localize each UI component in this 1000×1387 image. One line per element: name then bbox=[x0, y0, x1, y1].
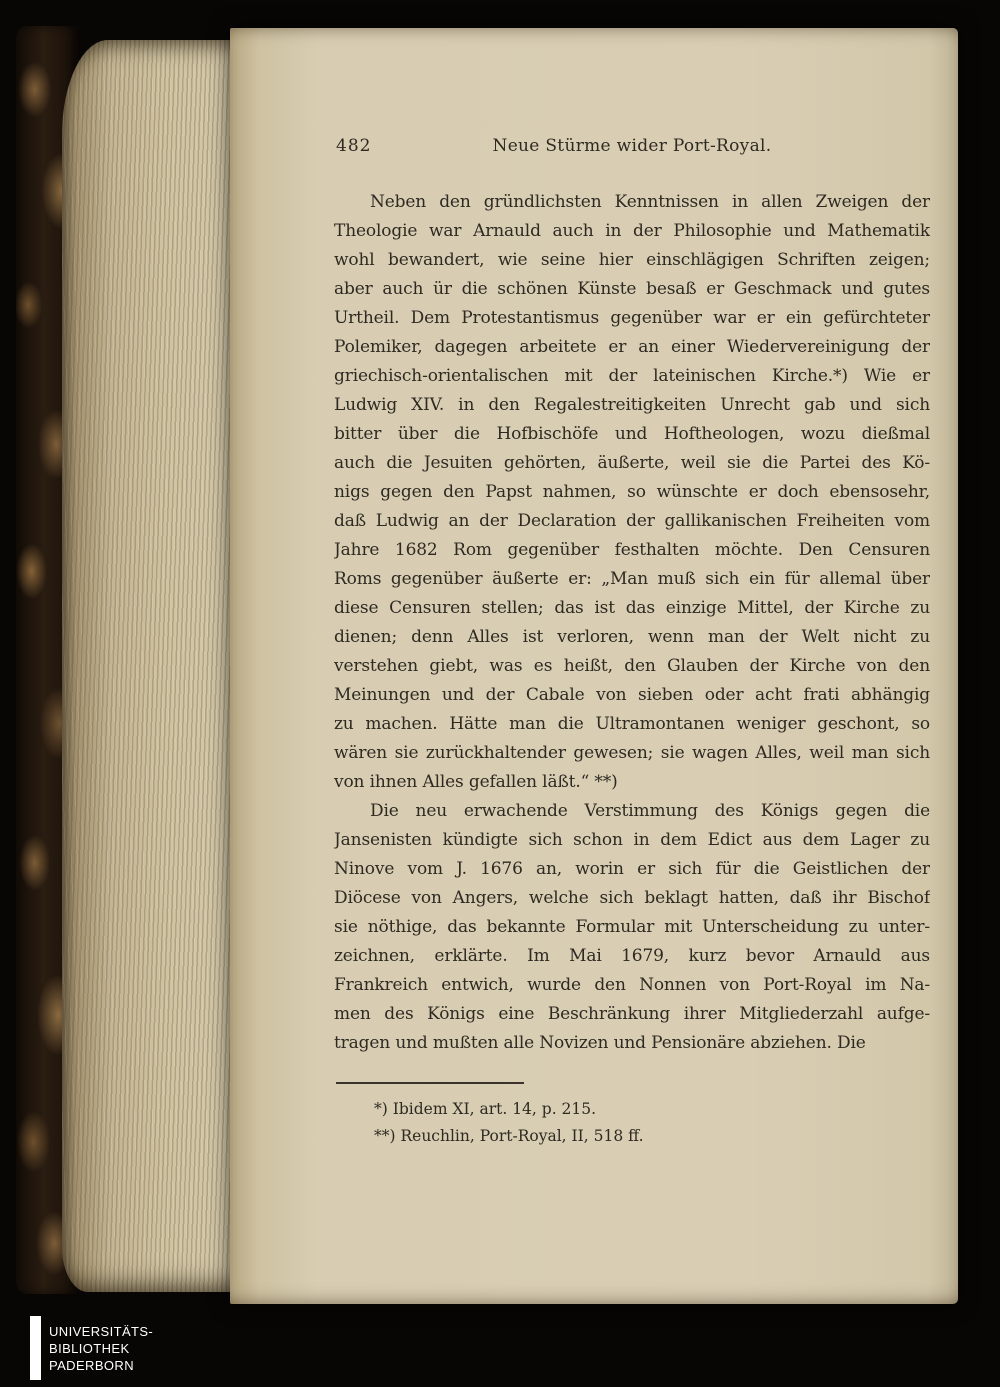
text-line: tragen und mußten alle Novizen und Pensionäre abziehen. Die bbox=[334, 1033, 866, 1053]
text-line: nigs gegen den Papst nahmen, so wünschte er doch ebensosehr, bbox=[334, 482, 930, 502]
text-line: griechisch-orientalischen mit der lateinischen Kirche.*) Wie er bbox=[334, 366, 930, 386]
text-line: sie nöthige, das bekannte Formular mit Unterscheidung zu unter- bbox=[334, 917, 930, 937]
text-line: auch die Jesuiten gehörten, äußerte, weil sie die Partei des Kö- bbox=[334, 453, 930, 473]
watermark-line: UNIVERSITÄTS- bbox=[49, 1324, 154, 1339]
library-watermark bbox=[30, 1316, 153, 1380]
text-line: Ludwig XIV. in den Regalestreitigkeiten Unrecht gab und sich bbox=[334, 395, 930, 415]
text-line: daß Ludwig an der Declaration der gallikanischen Freiheiten vom bbox=[334, 511, 930, 531]
footnote-rule bbox=[336, 1082, 524, 1084]
text-line: men des Königs eine Beschränkung ihrer Mitgliederzahl aufge- bbox=[334, 1004, 930, 1024]
watermark-text bbox=[41, 1316, 153, 1380]
text-line: Meinungen und der Cabale von sieben oder acht frati abhängig bbox=[334, 685, 930, 705]
watermark-bar-icon bbox=[30, 1316, 41, 1380]
book-page bbox=[230, 28, 958, 1304]
text-line: Theologie war Arnauld auch in der Philosophie und Mathematik bbox=[334, 221, 930, 241]
page-edge-stack bbox=[62, 40, 238, 1292]
text-line: wohl bewandert, wie seine hier einschlägigen Schriften zeigen; bbox=[334, 250, 930, 270]
footnotes bbox=[334, 1096, 930, 1150]
text-line: bitter über die Hofbischöfe und Hoftheologen, wozu dießmal bbox=[334, 424, 930, 444]
text-line: verstehen giebt, was es heißt, den Glauben der Kirche von den bbox=[334, 656, 930, 676]
text-line: aber auch ür die schönen Künste besaß er Geschmack und gutes bbox=[334, 279, 930, 299]
text-line: Jahre 1682 Rom gegenüber festhalten möchte. Den Censuren bbox=[334, 540, 930, 560]
text-line: Roms gegenüber äußerte er: „Man muß sich ein für allemal über bbox=[334, 569, 930, 589]
footnote: *) Ibidem XI, art. 14, p. 215. bbox=[374, 1100, 597, 1118]
text-line: Urtheil. Dem Protestantismus gegenüber war er ein gefürchteter bbox=[334, 308, 930, 328]
text-line: zu machen. Hätte man die Ultramontanen weniger geschont, so bbox=[334, 714, 930, 734]
page-header bbox=[334, 136, 930, 160]
running-title: Neue Stürme wider Port-Royal. bbox=[492, 136, 772, 156]
watermark-line: PADERBORN bbox=[49, 1358, 134, 1373]
watermark-line: BIBLIOTHEK bbox=[49, 1341, 130, 1356]
text-line: Ninove vom J. 1676 an, worin er sich für die Geistlichen der bbox=[334, 859, 930, 879]
text-line: Jansenisten kündigte sich schon in dem Edict aus dem Lager zu bbox=[334, 830, 930, 850]
text-line: Die neu erwachende Verstimmung des Königs gegen die bbox=[370, 801, 930, 821]
text-line: Neben den gründlichsten Kenntnissen in allen Zweigen der bbox=[370, 192, 930, 212]
text-line: wären sie zurückhaltender gewesen; sie wagen Alles, weil man sich bbox=[334, 743, 930, 763]
text-block bbox=[334, 188, 930, 1058]
text-line: diese Censuren stellen; das ist das einzige Mittel, der Kirche zu bbox=[334, 598, 930, 618]
page-number: 482 bbox=[336, 136, 372, 156]
text-line: von ihnen Alles gefallen läßt.“ **) bbox=[334, 772, 618, 792]
text-line: Diöcese von Angers, welche sich beklagt hatten, daß ihr Bischof bbox=[334, 888, 930, 908]
text-line: Frankreich entwich, wurde den Nonnen von Port-Royal im Na- bbox=[334, 975, 930, 995]
text-line: zeichnen, erklärte. Im Mai 1679, kurz bevor Arnauld aus bbox=[334, 946, 930, 966]
footnote: **) Reuchlin, Port-Royal, II, 518 ff. bbox=[374, 1127, 644, 1145]
text-area bbox=[334, 136, 930, 1150]
text-line: Polemiker, dagegen arbeitete er an einer Wiedervereinigung der bbox=[334, 337, 930, 357]
text-line: dienen; denn Alles ist verloren, wenn man der Welt nicht zu bbox=[334, 627, 930, 647]
